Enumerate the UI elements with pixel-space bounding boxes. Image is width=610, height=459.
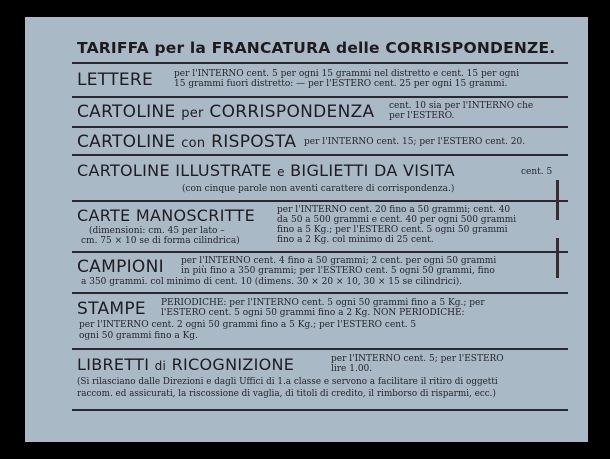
- divider: [72, 251, 568, 253]
- manoscritte-right-4: fino a 2 Kg. col minimo di 25 cent.: [277, 235, 434, 245]
- risposta-heading: [77, 132, 296, 152]
- manoscritte-right-1: per l'INTERNO cent. 20 fino a 50 grammi; cent. 40: [277, 205, 511, 215]
- page-title: TARIFFA per la FRANCATURA delle CORRISPONDENZE.: [77, 39, 556, 57]
- divider: [72, 96, 568, 98]
- libretti-right-2: lire 1.00.: [331, 364, 373, 374]
- illustrate-heading-b: e: [277, 165, 285, 179]
- lettere-line-2: 15 grammi fuori distretto: — per l'ESTERO cent. 25 per ogni 15 grammi.: [174, 79, 508, 89]
- section-risposta: [77, 129, 567, 151]
- section-libretti: [77, 351, 567, 406]
- staple-mark: [556, 238, 559, 278]
- libretti-heading-a: LIBRETTI: [77, 355, 150, 374]
- divider: [72, 200, 568, 202]
- section-campioni: [77, 254, 567, 290]
- illustrate-price: cent. 5: [521, 167, 553, 177]
- divider: [72, 126, 568, 128]
- libretti-heading-b: di: [154, 359, 167, 373]
- cartoline-heading-c: CORRISPONDENZA: [209, 102, 375, 122]
- risposta-heading-a: CARTOLINE: [77, 132, 176, 152]
- section-cartoline: [77, 99, 567, 123]
- illustrate-heading-a: CARTOLINE ILLUSTRATE: [77, 161, 272, 180]
- libretti-right-1: per l'INTERNO cent. 5; per l'ESTERO: [331, 354, 504, 364]
- section-illustrate: [77, 157, 567, 197]
- stampe-heading: STAMPE: [77, 299, 146, 319]
- stampe-line-4: ogni 50 grammi fino a Kg.: [79, 331, 198, 341]
- stampe-line-3: per l'INTERNO cent. 2 ogni 50 grammi fino a 5 Kg.; per l'ESTERO cent. 5: [79, 320, 417, 330]
- tariff-card: [25, 17, 588, 442]
- section-manoscritte: [77, 203, 567, 249]
- manoscritte-right-2: da 50 a 500 grammi e cent. 40 per ogni 500 grammi: [277, 215, 517, 225]
- lettere-heading: LETTERE: [77, 70, 154, 90]
- illustrate-heading: [77, 161, 455, 180]
- campioni-line-2: in più fino a 350 grammi; per l'ESTERO cent. 5 ogni 50 grammi, fino: [181, 266, 495, 276]
- risposta-line-1: per l'INTERNO cent. 15; per l'ESTERO cent. 20.: [304, 137, 526, 147]
- libretti-heading-c: RICOGNIZIONE: [171, 355, 295, 374]
- campioni-line-3: a 350 grammi. col minimo di cent. 10 (dimens. 30 × 20 × 10, 30 × 15 se cilindrici).: [81, 277, 463, 287]
- divider: [72, 62, 568, 64]
- lettere-line-1: per l'INTERNO cent. 5 per ogni 15 grammi nel distretto e cent. 15 per ogni: [174, 69, 520, 79]
- cartoline-line-1: cent. 10 sia per l'INTERNO che: [389, 101, 534, 111]
- staple-mark: [556, 180, 559, 220]
- illustrate-note: (con cinque parole non aventi carattere di corrispondenza.): [182, 184, 455, 194]
- risposta-heading-c: RISPOSTA: [211, 132, 297, 152]
- divider: [72, 292, 568, 294]
- campioni-heading: CAMPIONI: [77, 257, 164, 277]
- section-lettere: [77, 67, 567, 93]
- manoscritte-left-2: cm. 75 × 10 se di forma cilindrica): [81, 236, 240, 246]
- cartoline-heading: [77, 102, 374, 122]
- divider: [72, 154, 568, 156]
- stampe-line-1: PERIODICHE: per l'INTERNO cent. 5 ogni 50 grammi fino a 5 Kg.; per: [161, 298, 485, 308]
- stampe-line-2: l'ESTERO cent. 5 ogni 50 grammi fino a 2 Kg. NON PERIODICHE:: [161, 308, 465, 318]
- cartoline-heading-b: per: [181, 106, 204, 121]
- illustrate-heading-c: BIGLIETTI DA VISITA: [290, 161, 455, 180]
- libretti-heading: [77, 355, 294, 374]
- risposta-heading-b: con: [181, 136, 206, 151]
- campioni-line-1: per l'INTERNO cent. 4 fino a 50 grammi; 2 cent. per ogni 50 grammi: [181, 256, 497, 266]
- divider: [72, 409, 568, 411]
- libretti-note-2: raccom. ed assicurati, la riscossione di vaglia, di titoli di credito, il rimborso di risparmi, ecc.): [77, 389, 496, 399]
- manoscritte-right-3: fino a 5 Kg.; per l'ESTERO cent. 5 ogni 50 grammi: [277, 225, 508, 235]
- libretti-note-1: (Si rilasciano dalle Direzioni e dagli Uffici di 1.a classe e servono a facilitare il ritiro di oggetti: [77, 377, 498, 387]
- manoscritte-left-1: (dimensioni: cm. 45 per lato –: [89, 226, 225, 236]
- cartoline-heading-a: CARTOLINE: [77, 102, 176, 122]
- section-stampe: [77, 295, 567, 345]
- cartoline-line-2: per l'ESTERO.: [389, 111, 455, 121]
- divider: [72, 348, 568, 350]
- manoscritte-heading: CARTE MANOSCRITTE: [77, 206, 255, 225]
